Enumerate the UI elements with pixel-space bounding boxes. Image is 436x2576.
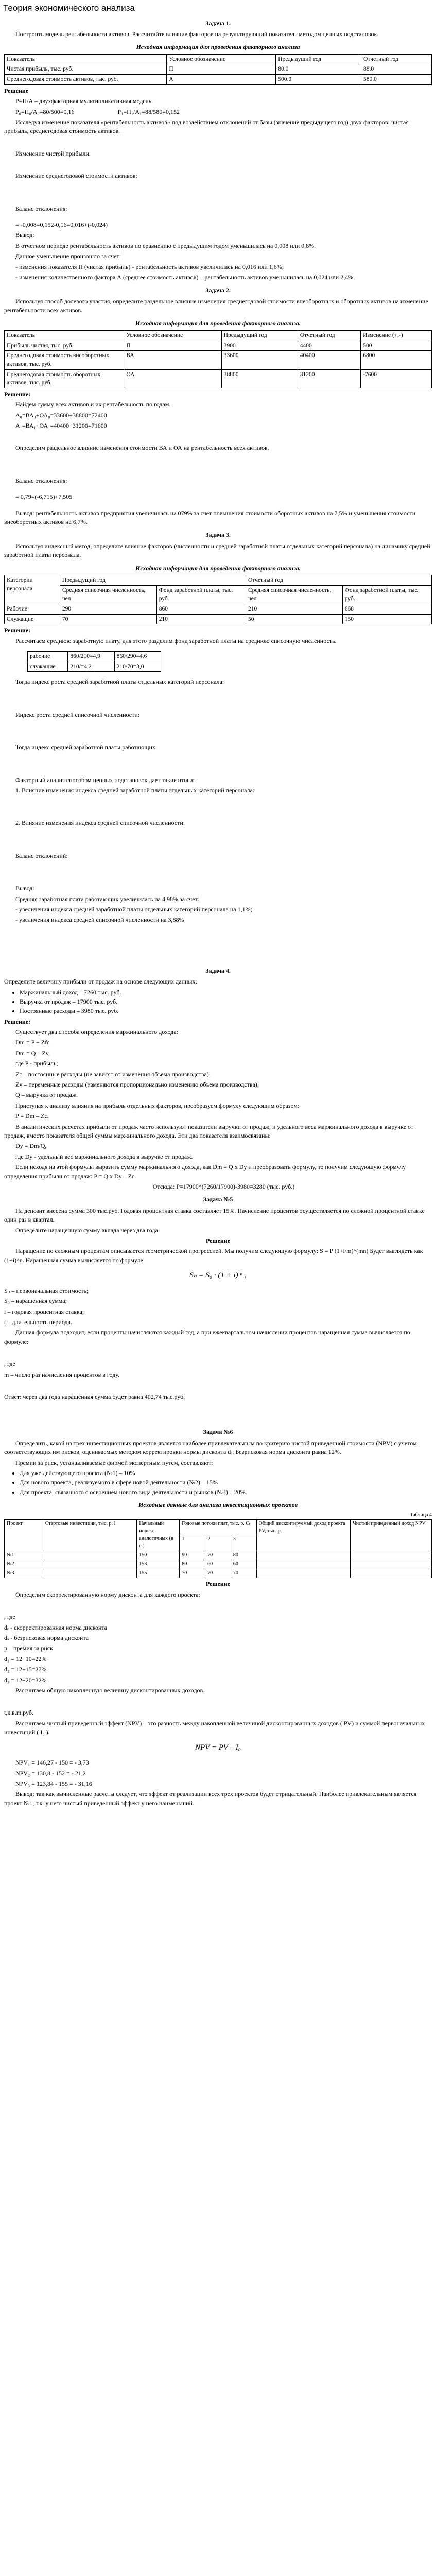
- task4-line: Dm = P + Zfc: [15, 1039, 50, 1046]
- table-header: Фонд заработной платы, тыс. руб.: [156, 585, 246, 604]
- task1-paragraph: - изменения количественного фактора А (среднее стоимость активов) – рентабельность активов уменьшилась на 0,024 или 2,4%.: [15, 273, 355, 281]
- task6-paragraph: Рассчитаем чистый приведенный эффект (NPV) – это разность между накопленной величиной дисконтированных доходов ( PV) и суммой первоначальных инвестиций ( I₀ ).: [4, 1719, 425, 1736]
- table-cell: 290: [60, 604, 156, 614]
- task2-paragraph: = 0,79=(-6,715)+7,505: [15, 493, 73, 501]
- table-header: Отчетный год: [246, 575, 431, 585]
- table-cell: 40400: [298, 351, 360, 369]
- task4-paragraph: Отсюда: P=17900*(7260/17900)-3980=3280 (тыс. руб.): [152, 1182, 295, 1190]
- table-header: 2: [205, 1535, 231, 1551]
- list-item: • Маржинальный доход – 7260 тыс. руб.: [20, 988, 432, 997]
- task1-paragraph: - изменения показателя П (чистая прибыль) - рентабельность активов увеличилась на 0,016 или 1,6%;: [15, 263, 284, 270]
- task3-paragraph: Баланс отклонений:: [15, 852, 68, 859]
- task1-intro: Построить модель рентабельности активов. Рассчитайте влияние факторов на результирующий показатель методом цепных подстановок.: [15, 30, 379, 38]
- table-header-row: [5, 575, 432, 585]
- task1-paragraph: Изменение среднегодовой стоимости активов:: [15, 172, 137, 180]
- task1-paragraph: В отчетном периоде рентабельность активов по сравнению с предыдущим годом уменьшилась на 0,008 или 0,8%.: [15, 242, 316, 249]
- task3-paragraph: Индекс роста средней списочной численности:: [15, 710, 140, 718]
- task6-line: NPV₃ = 123,84 - 155 = - 31,16: [15, 1780, 92, 1788]
- task4-list: [20, 988, 432, 1016]
- table-cell: 210: [156, 614, 246, 624]
- task2-calc: А₁=ВА₁+ОА₁=40400+31200=71600: [15, 422, 107, 430]
- task6-table-num: Таблица 4: [410, 1512, 432, 1518]
- table-row: [5, 75, 432, 85]
- table-cell: 31200: [298, 369, 360, 388]
- task1-paragraph: Данное уменьшение произошло за счет:: [15, 252, 121, 260]
- table-cell: [43, 1560, 137, 1569]
- table-cell: 860/290=4,6: [114, 652, 161, 662]
- task4-line: Dy = Dm/Q,: [15, 1142, 47, 1150]
- table-cell: Служащие: [5, 614, 60, 624]
- table-cell: [351, 1560, 432, 1569]
- task2-intro: Используя способ долевого участия, определите раздельное влияние изменения среднегодовой стоимости внеоборотных и оборотных активов на изменение рентабельности всех активов.: [4, 297, 428, 314]
- table-cell: [256, 1560, 351, 1569]
- table-cell: Чистая прибыль, тыс. руб.: [5, 64, 167, 75]
- table-header: Отчетный год: [298, 330, 360, 341]
- task6-line: d₁ = 12+10=22%: [4, 1655, 47, 1663]
- task1-paragraph: Изменение чистой прибыли.: [15, 149, 91, 157]
- task3-paragraph: Тогда индекс средней заработной платы работающих:: [15, 743, 158, 751]
- task4-line: P = Dm – Zc.: [15, 1112, 49, 1120]
- table-cell: [43, 1569, 137, 1578]
- table-header: Предыдущий год: [221, 330, 298, 341]
- list-item: • Постоянные расходы – 3980 тыс. руб.: [20, 1007, 432, 1015]
- table-row: [5, 369, 432, 388]
- task1-heading: Задача 1.: [205, 19, 231, 27]
- table-header: Годовые потоки плат, тыс. р. Cₜ: [180, 1519, 256, 1535]
- table-cell: 860: [156, 604, 246, 614]
- task6-list: [20, 1469, 432, 1497]
- task3-intro: Используя индексный метод, определите влияние факторов (численности и средней заработной платы отдельных категорий персонала) на динамику средней заработной платы персонала.: [4, 542, 430, 559]
- task3-paragraph: Факторный анализ способом цепных подстановок дает такие итоги:: [15, 776, 195, 784]
- task2-paragraph: Вывод: рентабельность активов предприятия увеличилась на 079% за счет повышения стоимости оборотных активов на 7,5% и уменьшения стоимости внеоборотных активов на 6,7%.: [4, 509, 416, 526]
- task6-line: , где: [4, 1613, 15, 1621]
- table-header: Стартовые инвестиции, тыс. р. I: [43, 1519, 137, 1551]
- table-header: Показатель: [5, 330, 124, 341]
- task5-heading: Задача №5: [203, 1196, 233, 1204]
- task1-table-caption: Исходная информация для проведения факторного анализа: [136, 43, 300, 51]
- table-header: Начальный индекс аналогичных (в с.): [137, 1519, 180, 1551]
- table-cell: №1: [5, 1551, 43, 1560]
- table-cell: Среднегодовая стоимость оборотных активов, тыс. руб.: [5, 369, 124, 388]
- table-cell: 3900: [221, 341, 298, 351]
- table-cell: 6800: [361, 351, 432, 369]
- table-cell: 668: [342, 604, 431, 614]
- task1-solution-label: Решение: [4, 87, 29, 94]
- table-cell: 210/70=3,0: [114, 662, 161, 672]
- task4-line: Zc – постоянные расходы (не зависят от изменения объема производства);: [15, 1070, 211, 1078]
- task1-calc-curr: Р₁=П₁/А₁=88/580=0,152: [117, 108, 180, 115]
- table-cell: Прибыль чистая, тыс. руб.: [5, 341, 124, 351]
- table-cell: 860/210=4,9: [68, 652, 114, 662]
- task5-formula: Sₙ = S₀ · (1 + i) ⁿ ,: [189, 1271, 247, 1280]
- task4-line: Q – выручка от продаж.: [15, 1091, 78, 1099]
- table-cell: 500: [361, 341, 432, 351]
- table-cell: 70: [205, 1551, 231, 1560]
- task6-solution-label: Решение: [205, 1580, 231, 1588]
- table-header: Условное обозначение: [124, 330, 221, 341]
- task4-paragraph: Приступая к анализу влияния на прибыль отдельных факторов, преобразуем формулу следующим образом:: [15, 1101, 300, 1109]
- task6-line: NPV₁ = 146,27 - 150 = - 3,73: [15, 1759, 89, 1767]
- task1-paragraph: Баланс отклонения:: [15, 205, 67, 212]
- task6-line: dₐ - безрисковая норма дисконта: [4, 1634, 89, 1642]
- task5-line: i – годовая процентная ставка;: [4, 1308, 84, 1315]
- task5-paragraph: Данная формула подходит, если проценты начисляются каждый год, а при ежеквартальном начислении процентов наращенная сумма вычисляется по формуле:: [4, 1329, 410, 1345]
- task6-line: d₃ = 12+20=32%: [4, 1676, 47, 1684]
- table-cell: 580.0: [361, 75, 431, 85]
- task6-paragraph: Вывод: так как вычисленные расчеты следует, что эффект от реализации всех трех проектов будет отрицательный. Наиболее привлекательным является проект №1, т.к. у него чистый приведенный эффект у него наименьший.: [4, 1790, 417, 1807]
- task4-line: Zv – переменные расходы (изменяются пропорционально изменению объема производства);: [15, 1081, 259, 1089]
- table-cell: 4400: [298, 341, 360, 351]
- task2-heading: Задача 2.: [205, 286, 231, 294]
- task3-paragraph: Рассчитаем среднюю заработную плату, для этого разделим фонд заработной платы на среднюю списочную численность.: [15, 637, 337, 645]
- table-row: [5, 64, 432, 75]
- task6-intro: Определить, какой из трех инвестиционных проектов является наиболее привлекательным по критерию чистой приведенной стоимости (NPV) с учетом соответствующих им рисков, оцениваемых методом корректировки нормы дисконта dₑ. Безрисковая норма дисконта равна 12%.: [4, 1439, 417, 1456]
- task3-paragraph: 2. Влияние изменения индекса средней списочной численности:: [15, 819, 185, 827]
- task6-paragraph: Рассчитаем общую накопленную величину дисконтированных доходов.: [15, 1686, 205, 1694]
- task4-line: где P - прибыль;: [15, 1060, 58, 1067]
- task5-line: t – длительность периода.: [4, 1318, 72, 1326]
- table-header: Условное обозначение: [167, 54, 276, 64]
- task2-calc: А₀=ВА₀+ОА₀=33600+38800=72400: [15, 411, 107, 419]
- task3-solution-label: Решение:: [4, 626, 31, 634]
- table-cell: 153: [137, 1560, 180, 1569]
- table-header: Средняя списочная численность, чел: [60, 585, 156, 604]
- task2-table: [4, 330, 432, 388]
- table-cell: 150: [137, 1551, 180, 1560]
- task6-table-caption: Исходные данные для анализа инвестиционных проектов: [138, 1501, 298, 1509]
- table-cell: Среднегодовая стоимость активов, тыс. руб.: [5, 75, 167, 85]
- table-cell: 80: [231, 1551, 256, 1560]
- table-header: Показатель: [5, 54, 167, 64]
- list-item: • Для нового проекта, реализуемого в сфере новой деятельности (№2) – 15%: [20, 1478, 432, 1487]
- task3-table: [4, 575, 432, 624]
- table-cell: -7600: [361, 369, 432, 388]
- table-row: [5, 351, 432, 369]
- task4-line: где Dy - удельный вес маржинального дохода в выручке от продаж.: [15, 1153, 193, 1160]
- task4-intro: Определите величину прибыли от продаж на основе следующих данных:: [4, 978, 197, 986]
- task3-paragraph: Средняя заработная плата работающих увеличилась на 4,98% за счет:: [15, 895, 200, 903]
- table-header: Предыдущий год: [60, 575, 246, 585]
- task4-paragraph: Существует два способа определения маржинального дохода:: [15, 1028, 178, 1036]
- table-cell: 210/=4,2: [68, 662, 114, 672]
- table-cell: ОА: [124, 369, 221, 388]
- table-row: [28, 662, 161, 672]
- task5-intro: На депозит внесена сумма 300 тыс.руб. Годовая процентная ставка составляет 15%. Начисление процентов осуществляется по сложной процентной ставке один раз в квартал.: [4, 1207, 425, 1224]
- table-header-row: [5, 1519, 432, 1535]
- table-cell: [256, 1551, 351, 1560]
- table-header: Изменение (+,-): [361, 330, 432, 341]
- table-cell: А: [167, 75, 276, 85]
- table-cell: 60: [205, 1560, 231, 1569]
- table-cell: 80.0: [276, 64, 361, 75]
- task2-paragraph: Определим раздельное влияние изменения стоимости ВА и ОА на рентабельность всех активов.: [15, 444, 269, 452]
- table-cell: рабочие: [28, 652, 68, 662]
- task4-paragraph: В аналитических расчетах прибыли от продаж часто используют показатели выручки от продаж, и удельного веса маржинального дохода в выручке от продаж, вместо показателя общей суммы маржинального дохода. Эти два показателя взаимосвязаны:: [4, 1123, 414, 1139]
- table-header: Чистый приведенный доход NPV: [351, 1519, 432, 1551]
- task2-solution-label: Решение:: [4, 390, 31, 398]
- task3-paragraph: - увеличения индекса средней списочной численности на 3,88%: [15, 916, 184, 924]
- task1-model-line: Р=П/А – двухфакторная мультипликативная модель.: [15, 97, 153, 105]
- task4-heading: Задача 4.: [205, 967, 231, 974]
- table-cell: П: [167, 64, 276, 75]
- table-header: Общий дисконтируемый доход проекта PV, тыс. р.: [256, 1519, 351, 1551]
- task4-paragraph: Если исходя из этой формулы выразить сумму маржинального дохода, как Dm = Q x Dy и преобразовать формулу, то получим следующую формулу определения прибыли от продаж: P = Q x Dy – Zc.: [4, 1163, 406, 1180]
- table-cell: Рабочие: [5, 604, 60, 614]
- table-cell: 150: [342, 614, 431, 624]
- task6-line: NPV₂ = 130,8 - 152 = - 21,2: [15, 1769, 86, 1777]
- table-cell: Среднегодовая стоимость внеоборотных активов, тыс. руб.: [5, 351, 124, 369]
- task3-heading: Задача 3.: [205, 531, 231, 539]
- task6-table: [4, 1519, 432, 1579]
- list-item: • Для уже действующего проекта (№1) – 10%: [20, 1469, 432, 1478]
- table-cell: №3: [5, 1569, 43, 1578]
- task5-line: m – число раз начисления процентов в году.: [4, 1370, 120, 1378]
- table-cell: [351, 1551, 432, 1560]
- table-header: Отчетный год: [361, 54, 431, 64]
- table-row: [5, 1551, 432, 1560]
- table-header: Предыдущий год: [276, 54, 361, 64]
- table-header: Фонд заработной платы, тыс. руб.: [342, 585, 431, 604]
- table-cell: 80: [180, 1560, 205, 1569]
- table-row: [28, 652, 161, 662]
- table-cell: 70: [60, 614, 156, 624]
- table-header-row: [5, 54, 432, 64]
- table-cell: [43, 1551, 137, 1560]
- table-cell: ВА: [124, 351, 221, 369]
- table-header-row: [5, 585, 432, 604]
- task6-line: p – премия за риск: [4, 1645, 53, 1652]
- task5-line: Sₙ – первоначальная стоимость;: [4, 1286, 89, 1294]
- list-item: • Выручка от продаж – 17900 тыс. руб.: [20, 997, 432, 1006]
- table-cell: [351, 1569, 432, 1578]
- table-header: 1: [180, 1535, 205, 1551]
- task3-paragraph: Вывод:: [15, 885, 34, 892]
- table-cell: 70: [231, 1569, 256, 1578]
- table-cell: 70: [205, 1569, 231, 1578]
- table-row: [5, 604, 432, 614]
- task5-solution-label: Решение: [205, 1236, 231, 1244]
- task6-paragraph: t,к.в.m.руб.: [4, 1709, 33, 1717]
- task5-paragraph: Наращение по сложным процентам описывается геометрической прогрессией. Мы получим следующую формулу: S = P (1+i/m)^(mn) Будет выглядеть как (1+i)^n. Наращенная сумма вычисляется по формуле:: [4, 1247, 423, 1264]
- table-cell: 33600: [221, 351, 298, 369]
- task3-paragraph: - увеличения индекса средней заработной платы отдельных категорий персонала на 1,1%;: [15, 905, 252, 913]
- task5-line: S₀ – наращенная сумма;: [4, 1297, 67, 1305]
- table-cell: 210: [246, 604, 342, 614]
- task6-paragraph: Премии за риск, устанавливаемые фирмой экспертным путем, составляют:: [15, 1459, 213, 1466]
- task1-table: [4, 54, 432, 85]
- table-cell: 90: [180, 1551, 205, 1560]
- task6-line: dₑ - скорректированная норма дисконта: [4, 1623, 108, 1631]
- task6-paragraph: Определим скорректированную норму дисконта для каждого проекта:: [15, 1590, 200, 1598]
- table-cell: П: [124, 341, 221, 351]
- task6-line: d₂ = 12+15=27%: [4, 1666, 47, 1673]
- table-header: Средняя списочная численность, чел: [246, 585, 342, 604]
- table-cell: 60: [231, 1560, 256, 1569]
- task6-heading: Задача №6: [203, 1428, 233, 1436]
- task3-paragraph: 1. Влияние изменения индекса средней заработной платы отдельных категорий персонала:: [15, 787, 255, 794]
- document-body: [0, 19, 436, 1808]
- task1-paragraph: Исследуя изменение показателя «рентабельность активов» под воздействием отклонений от базы (значение предыдущего год) двух факторов: чистая прибыль, среднегодовая стоимость активов.: [4, 118, 409, 135]
- table-row: [5, 1569, 432, 1578]
- task4-solution-label: Решение:: [4, 1018, 31, 1025]
- task3-table-caption: Исходная информация для проведения факторного анализа.: [135, 564, 301, 572]
- table-cell: 88.0: [361, 64, 431, 75]
- task4-line: Dm = Q – Zv,: [15, 1049, 50, 1057]
- task2-table-caption: Исходная информация для проведения факторного анализа.: [135, 319, 301, 327]
- table-cell: [256, 1569, 351, 1578]
- table-cell: 70: [180, 1569, 205, 1578]
- task5-answer: Ответ: через два года наращенная сумма будет равна 402,74 тыс.руб.: [4, 1393, 185, 1400]
- task2-paragraph: Найдем сумму всех активов и их рентабельность по годам.: [15, 401, 171, 409]
- table-cell: №2: [5, 1560, 43, 1569]
- task5-question: Определите наращенную сумму вклада через два года.: [15, 1226, 160, 1234]
- page-title: Теория экономического анализа: [3, 3, 135, 13]
- table-cell: 500.0: [276, 75, 361, 85]
- table-header: 3: [231, 1535, 256, 1551]
- table-cell: служащие: [28, 662, 68, 672]
- table-cell: 38800: [221, 369, 298, 388]
- task1-paragraph: Вывод:: [15, 231, 34, 239]
- task1-paragraph: = -0,008=0,152-0,16=0,016+(-0,024): [15, 221, 108, 228]
- task1-calc-prev: Р₀=П₀/А₀=80/500=0,16: [15, 108, 75, 115]
- table-row: [5, 614, 432, 624]
- task2-paragraph: Баланс отклонения:: [15, 477, 67, 484]
- task5-line: , где: [4, 1360, 15, 1368]
- table-header-row: [5, 330, 432, 341]
- table-header: Категории персонала: [5, 575, 60, 604]
- task1-calc: [4, 108, 432, 116]
- list-item: • Для проекта, связанного с освоением нового вида деятельности и рынков (№3) – 20%.: [20, 1488, 432, 1497]
- table-row: [5, 341, 432, 351]
- table-cell: 155: [137, 1569, 180, 1578]
- table-row: [5, 1560, 432, 1569]
- task6-formula: NPV = PV – I₀: [195, 1743, 241, 1752]
- task3-wage-table: [27, 651, 161, 672]
- table-cell: 50: [246, 614, 342, 624]
- table-header: Проект: [5, 1519, 43, 1551]
- task3-paragraph: Тогда индекс роста средней заработной платы отдельных категорий персонала:: [15, 678, 224, 686]
